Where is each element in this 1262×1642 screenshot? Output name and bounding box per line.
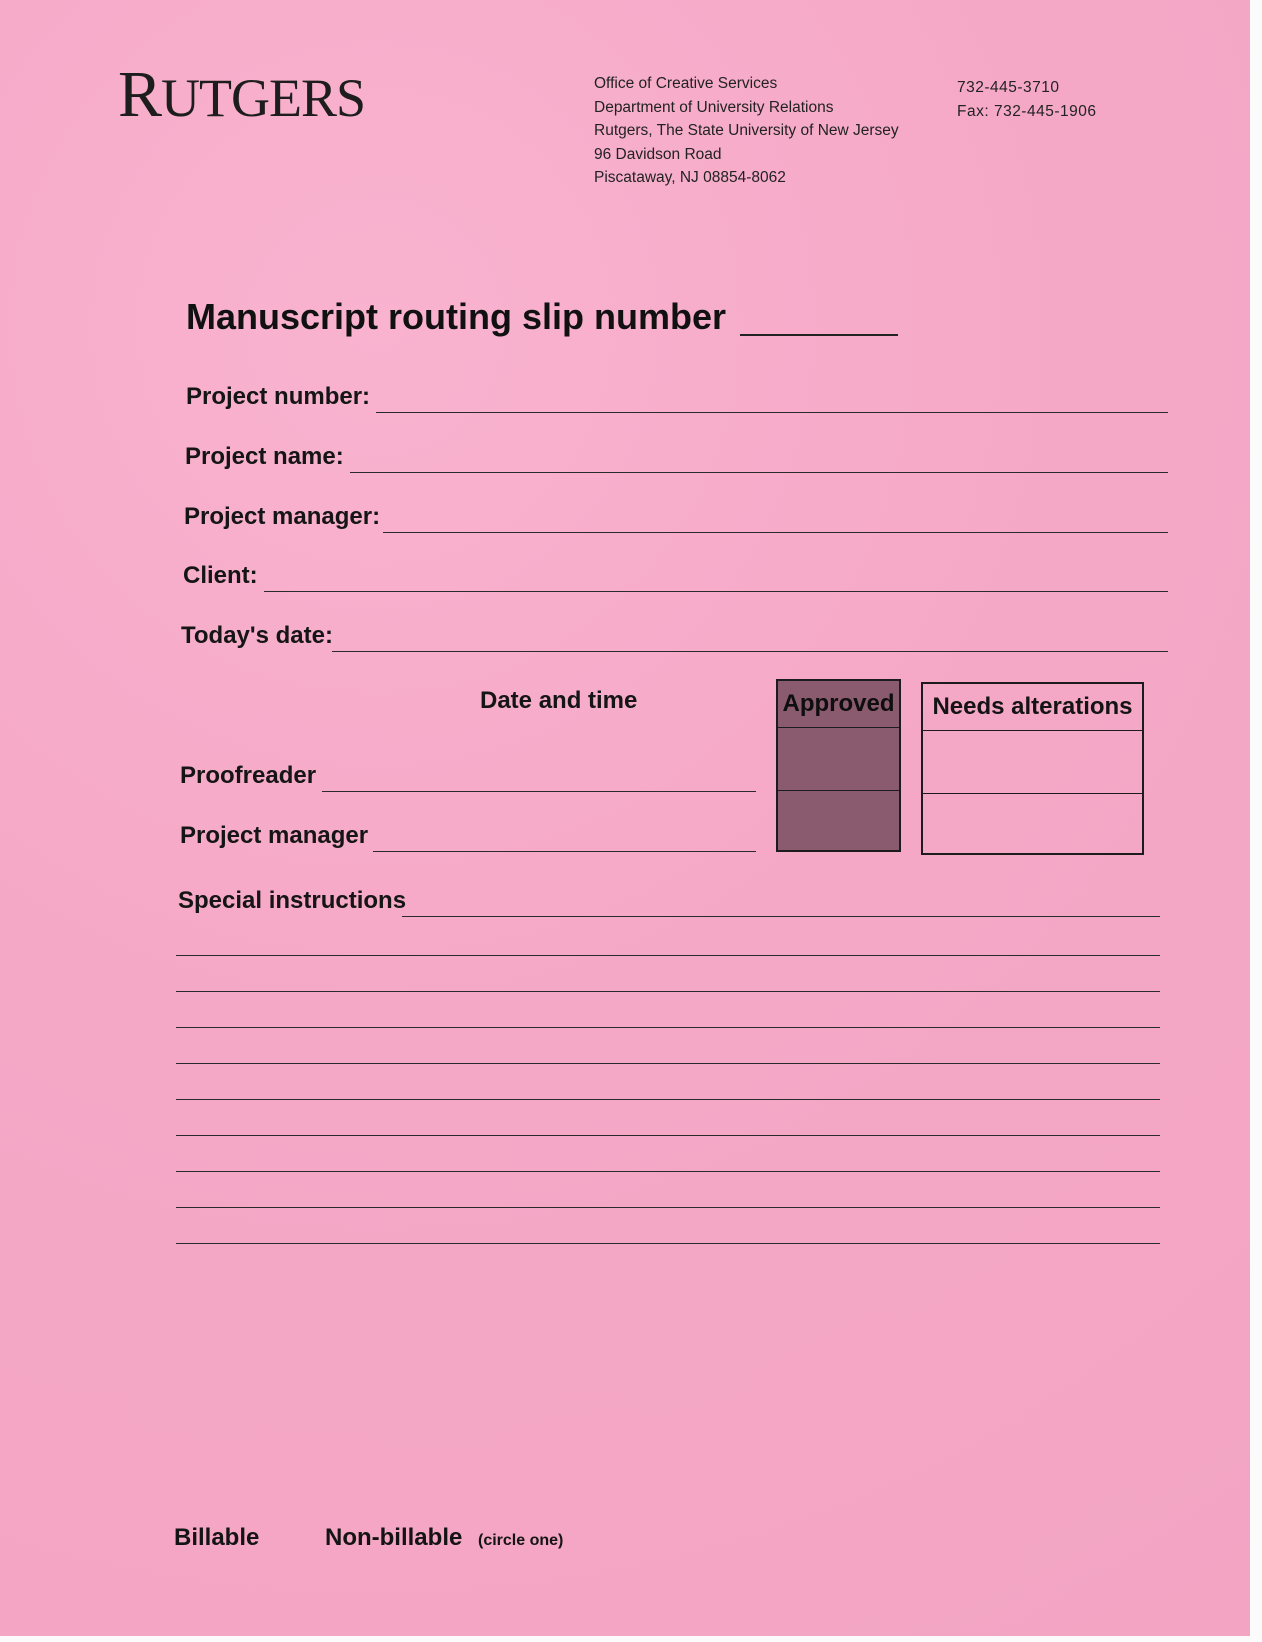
date-and-time-heading: Date and time — [480, 687, 638, 714]
project-manager-blank[interactable] — [383, 532, 1168, 533]
instruction-line[interactable] — [176, 1171, 1160, 1172]
special-instructions-field[interactable] — [178, 887, 1160, 921]
instruction-line[interactable] — [176, 1099, 1160, 1100]
pm-signoff-field[interactable] — [180, 822, 756, 856]
todays-date-blank[interactable] — [332, 651, 1168, 652]
approved-heading: Approved — [778, 681, 899, 728]
instruction-line[interactable] — [176, 955, 1160, 956]
proofreader-blank[interactable] — [322, 791, 756, 792]
project-name-label: Project name: — [185, 443, 344, 470]
logo-initial: R — [118, 58, 162, 131]
approved-box — [776, 679, 901, 852]
billable-option[interactable]: Billable — [174, 1524, 260, 1551]
proofreader-label: Proofreader — [180, 762, 317, 789]
project-number-field[interactable] — [186, 383, 1168, 417]
office-address — [594, 72, 899, 190]
pm-signoff-blank[interactable] — [373, 851, 756, 852]
approved-proofreader-cell[interactable] — [778, 728, 899, 791]
instruction-line[interactable] — [176, 1207, 1160, 1208]
phone-number: 732-445-3710 — [957, 79, 1060, 96]
client-blank[interactable] — [264, 591, 1168, 592]
address-line: Department of University Relations — [594, 98, 834, 116]
approved-pm-cell[interactable] — [778, 791, 899, 853]
project-number-label: Project number: — [186, 383, 371, 410]
special-instructions-label: Special instructions — [178, 887, 407, 914]
instruction-line[interactable] — [176, 1243, 1160, 1244]
contact-numbers — [957, 76, 1096, 123]
special-instructions-blank[interactable] — [402, 916, 1160, 917]
logo-wordmark: UTGERS — [161, 68, 366, 128]
project-manager-label: Project manager: — [184, 503, 381, 530]
address-line: Rutgers, The State University of New Jersey — [594, 122, 899, 139]
project-name-blank[interactable] — [350, 472, 1168, 473]
circle-one-note: (circle one) — [478, 1532, 564, 1549]
fax-number: Fax: 732-445-1906 — [957, 102, 1097, 120]
pm-signoff-label: Project manager — [180, 822, 369, 849]
address-line: Office of Creative Services — [594, 75, 778, 92]
instruction-line[interactable] — [176, 1135, 1160, 1136]
proofreader-field[interactable] — [180, 762, 756, 796]
needs-alterations-heading: Needs alterations — [923, 684, 1142, 731]
slip-number-blank[interactable] — [740, 334, 898, 336]
needs-alterations-box — [921, 682, 1144, 855]
todays-date-field[interactable] — [181, 622, 1168, 656]
alterations-pm-cell[interactable] — [923, 794, 1142, 856]
non-billable-option[interactable]: Non-billable — [325, 1524, 463, 1551]
instruction-line[interactable] — [176, 1027, 1160, 1028]
instruction-line[interactable] — [176, 991, 1160, 992]
form-title: Manuscript routing slip number — [186, 296, 727, 337]
address-line: Piscataway, NJ 08854-8062 — [594, 169, 786, 186]
rutgers-logo — [118, 58, 366, 131]
alterations-proofreader-cell[interactable] — [923, 731, 1142, 794]
project-manager-field[interactable] — [184, 503, 1168, 537]
project-name-field[interactable] — [185, 443, 1168, 477]
client-field[interactable] — [183, 562, 1168, 596]
todays-date-label: Today's date: — [181, 622, 333, 649]
project-number-blank[interactable] — [376, 412, 1168, 413]
address-line: 96 Davidson Road — [594, 145, 722, 163]
client-label: Client: — [183, 562, 258, 589]
instruction-line[interactable] — [176, 1063, 1160, 1064]
